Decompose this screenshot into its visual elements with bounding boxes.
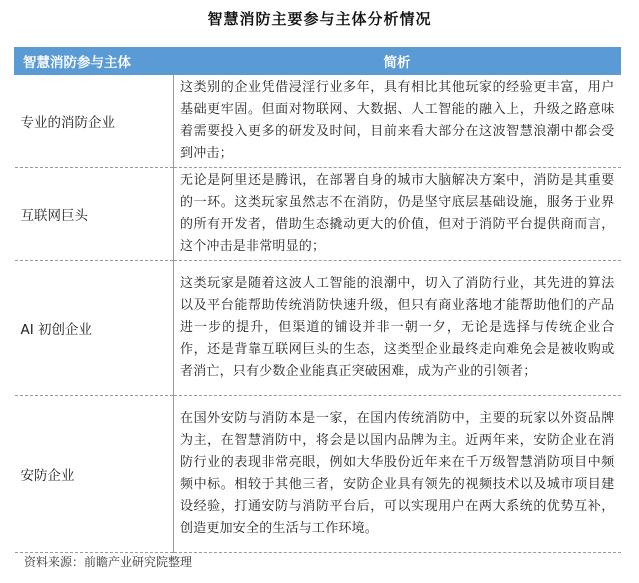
column-header-entity: 智慧消防参与主体 [15, 48, 174, 75]
entity-cell: 专业的消防企业 [15, 75, 174, 168]
analysis-cell: 这类别的企业凭借浸淫行业多年，具有相比其他玩家的经验更丰富，用户基础更牢固。但面对物联网、大数据、人工智能的融入上，升级之路意味着需要投入更多的研发及时间，目前来看大部分在这波智慧浪潮中都会受到冲击； [174, 75, 621, 168]
table-row [15, 168, 621, 261]
analysis-cell: 无论是阿里还是腾讯，在部署自身的城市大脑解决方案中，消防是其重要的一环。这类玩家虽然志不在消防，仍是坚守底层基础设施，服务于业界的所有开发者，借助生态撬动更大的价值，但对于消防平台提供商而言，这个冲击是非常明显的； [174, 168, 621, 261]
table-row [15, 261, 621, 396]
table-header-row [15, 48, 621, 75]
page-title: 智慧消防主要参与主体分析情况 [207, 10, 432, 28]
analysis-cell: 在国外安防与消防本是一家，在国内传统消防中，主要的玩家以外资品牌为主，在智慧消防中，将会是以国内品牌为主。近两年来，安防企业在消防行业的表现非常亮眼，例如大华股份近年来在千万级智慧消防项目中频频中标。相较于其他三者，安防企业具有领先的视频技术以及城市项目建设经验，打通安防与消防平台后，可以实现用户在两大系统的优势互补，创造更加安全的生活与工作环境。 [174, 396, 621, 553]
analysis-table [14, 47, 621, 553]
analysis-cell: 这类玩家是随着这波人工智能的浪潮中，切入了消防行业，其先进的算法以及平台能帮助传统消防快速升级，但只有商业落地才能帮助他们的产品进一步的提升，但渠道的铺设并非一朝一夕，无论是选择与传统企业合作，还是背靠互联网巨头的生态，这类型企业最终走向难免会是被收购或者消亡，只有少数企业能真正突破困难，成为产业的引领者； [174, 261, 621, 396]
source-note: 资料来源：前瞻产业研究院整理 [24, 555, 193, 569]
table-row [15, 396, 621, 553]
table-row [15, 75, 621, 168]
column-header-analysis: 简析 [174, 48, 621, 75]
entity-cell: 互联网巨头 [15, 168, 174, 261]
entity-cell: 安防企业 [15, 396, 174, 553]
entity-cell: AI 初创企业 [15, 261, 174, 396]
